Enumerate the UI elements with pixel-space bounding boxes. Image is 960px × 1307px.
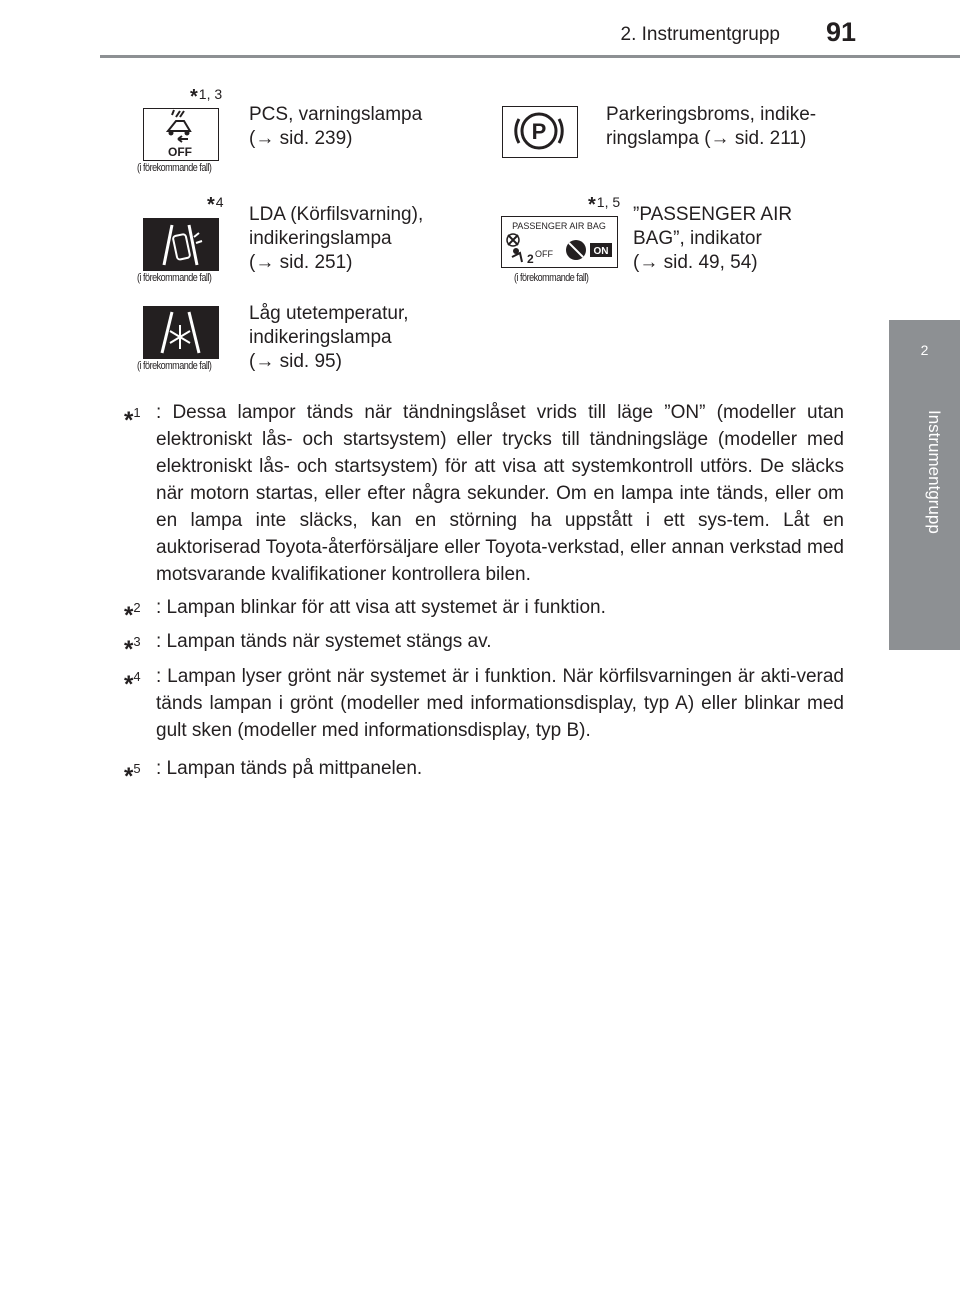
chapter-title: Instrumentgrupp: [925, 410, 944, 534]
svg-text:2: 2: [527, 252, 534, 266]
section-title: 2. Instrumentgrupp: [620, 24, 780, 45]
chapter-number: 2: [920, 342, 929, 358]
footnote-marker: *$^5$: [124, 761, 141, 790]
parking-brake-icon: [502, 106, 578, 158]
pcs-off-label: OFF: [168, 145, 192, 159]
footnote-marker: *$^4$: [124, 669, 141, 698]
indicator-description: Låg utetemperatur, indikeringslampa (→ sid. 95): [249, 303, 409, 372]
low-outside-temperature-icon: [143, 306, 219, 359]
footnote-1: *$^1$ : Dessa lampor tänds när tändningslåset vrids till läge ”ON” (modeller utan elektroniskt lås- och startsystem) eller trycks till tändningsläge (modeller med elektroniskt lås- och startsystem) för att visa att systemkontroll utförs. De släcks när motorn startas, eller efter några sekunder. Om en lampa inte tänds, eller om en lampa inte släcks, kan en störning ha uppstått i ett sys-tem. Låt en auktoriserad Toyota-återförsäljare eller Toyota-verkstad, eller annan verkstad med motsvarande kvalifikationer kontrollera bilen.: [124, 399, 844, 588]
header-rule: [100, 55, 960, 58]
footnote-4: *$^4$ : Lampan lyser grönt när systemet är i funktion. När körfilsvarningen är akti-verad tänds lampan i grönt (modeller med informationsdisplay, typ A) eller blinkar med gult sken (modeller med informationsdisplay, typ B).: [124, 663, 844, 744]
indicator-note: *4: [207, 194, 224, 216]
indicator-description: Parkeringsbroms, indike- ringslampa (→ sid. 211): [606, 104, 817, 149]
footnote-5: *$^5$ : Lampan tänds på mittpanelen.: [124, 755, 844, 782]
pcs-off-icon: [143, 108, 219, 161]
icon-caption: (i förekommande fall): [514, 272, 589, 284]
indicator-description: ”PASSENGER AIR BAG”, indikator (→ sid. 49, 54): [633, 204, 793, 273]
airbag-off-label: OFF: [535, 249, 553, 259]
passenger-airbag-icon: [501, 216, 618, 268]
chapter-side-tab: [889, 320, 960, 650]
indicator-description: LDA (Körfilsvarning), indikeringslampa (→ sid. 251): [249, 204, 424, 273]
icon-caption: (i förekommande fall): [137, 162, 212, 174]
footnote-marker: *$^1$: [124, 405, 141, 434]
footnote-marker: *$^3$: [124, 634, 141, 663]
icon-caption: (i förekommande fall): [137, 272, 212, 284]
indicator-note: *1, 3: [190, 86, 223, 108]
airbag-on-label: ON: [593, 246, 609, 257]
lane-departure-alert-icon: [143, 218, 219, 271]
footnote-3: *$^3$ : Lampan tänds när systemet stängs av.: [124, 628, 844, 655]
parking-p-label: P: [531, 119, 547, 144]
airbag-label: PASSENGER AIR BAG: [512, 221, 606, 231]
footnote-2: *$^2$ : Lampan blinkar för att visa att systemet är i funktion.: [124, 594, 844, 621]
indicator-note: *1, 5: [588, 194, 621, 216]
footnote-marker: *$^2$: [124, 600, 141, 629]
page-number: 91: [826, 17, 857, 47]
indicator-description: PCS, varningslampa (→ sid. 239): [249, 104, 423, 149]
icon-caption: (i förekommande fall): [137, 360, 212, 372]
